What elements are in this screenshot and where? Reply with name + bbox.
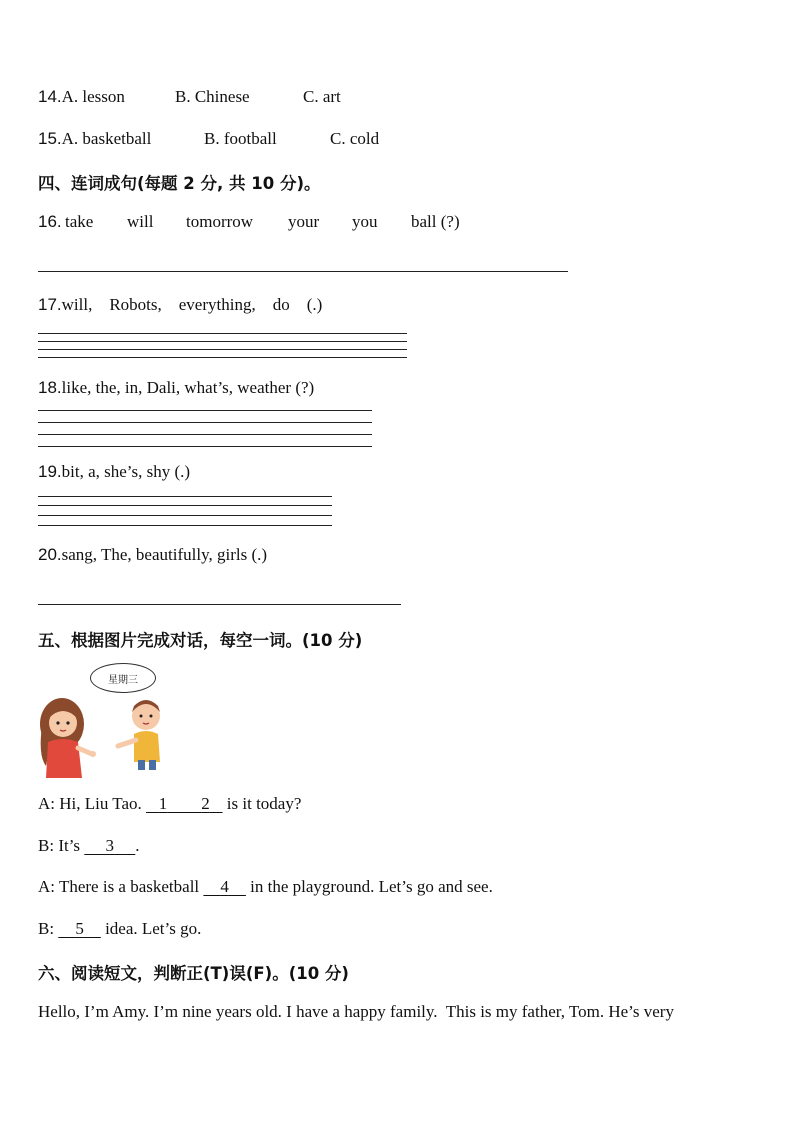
answer-line[interactable] <box>38 341 407 342</box>
blank-5[interactable]: 5 <box>75 919 84 938</box>
dialog-text: . <box>135 836 140 855</box>
question-text: like, the, in, Dali, what’s, weather (?) <box>61 378 315 397</box>
answer-line[interactable] <box>38 434 372 435</box>
answer-line[interactable] <box>38 496 332 497</box>
speaker: A: <box>38 877 59 896</box>
answer-line[interactable] <box>38 525 332 526</box>
answer-line[interactable] <box>38 357 407 358</box>
dialog-line-1 <box>38 794 301 814</box>
dialog-text: There is a basketball <box>58 877 204 896</box>
question-number: 15. <box>38 129 62 148</box>
reading-passage: Hello, I’m Amy. I’m nine years old. I have a happy family. This is my father, Tom. He’s very <box>38 1002 674 1021</box>
section-4-heading: 四、连词成句(每题 2 分, 共 10 分)。 <box>38 174 321 193</box>
question-number: 14. <box>38 87 62 106</box>
option-b: B. football <box>204 129 277 148</box>
answer-line[interactable] <box>38 410 372 411</box>
blank-4[interactable]: 4 <box>220 877 229 896</box>
word-6: ball (?) <box>411 212 460 231</box>
section-5-heading: 五、根据图片完成对话，每空一词。(10 分) <box>38 631 363 650</box>
dialog-text: It’s <box>58 836 85 855</box>
dialog-line-4 <box>38 919 201 939</box>
option-b: B. Chinese <box>175 87 250 106</box>
question-number: 17. <box>38 295 62 314</box>
question-number: 16. <box>38 212 62 231</box>
question-number: 20. <box>38 545 62 564</box>
boy-illustration <box>110 696 170 770</box>
blank-3[interactable]: 3 <box>105 836 115 855</box>
speaker: B: <box>38 836 59 855</box>
question-text: will, Robots, everything, do (.) <box>61 295 323 314</box>
question-number: 18. <box>38 378 62 397</box>
answer-line[interactable] <box>38 604 401 605</box>
question-text: sang, The, beautifully, girls (.) <box>61 545 268 564</box>
answer-line[interactable] <box>38 333 407 334</box>
question-19 <box>38 462 190 482</box>
question-text: bit, a, she’s, shy (.) <box>61 462 191 481</box>
dialog-text: Hi, Liu Tao. <box>59 794 147 813</box>
dialog-text: is it today? <box>222 794 302 813</box>
question-17 <box>38 295 322 315</box>
word-4: your <box>288 212 320 231</box>
option-a: A. basketball <box>61 129 152 148</box>
blank-1[interactable]: 1 2 <box>158 794 210 813</box>
question-14 <box>38 87 125 107</box>
answer-line[interactable] <box>38 515 332 516</box>
answer-line[interactable] <box>38 446 372 447</box>
dialog-text: idea. Let’s go. <box>100 919 202 938</box>
word-5: you <box>352 212 378 231</box>
answer-line[interactable] <box>38 349 407 350</box>
option-c: C. cold <box>330 129 380 148</box>
question-20 <box>38 545 267 565</box>
speech-bubble: 星期三 <box>90 663 156 693</box>
speaker: B: <box>38 919 59 938</box>
answer-line[interactable] <box>38 505 332 506</box>
word-1: take <box>65 212 94 231</box>
dialog-line-3 <box>38 877 493 897</box>
option-c: C. art <box>303 87 341 106</box>
question-15 <box>38 129 151 149</box>
section-6-heading: 六、阅读短文，判断正(T)误(F)。(10 分) <box>38 964 349 983</box>
word-2: will <box>127 212 154 231</box>
answer-line[interactable] <box>38 422 372 423</box>
girl-illustration <box>36 696 98 780</box>
question-number: 19. <box>38 462 62 481</box>
question-18 <box>38 378 314 398</box>
answer-line[interactable] <box>38 271 568 272</box>
option-a: A. lesson <box>61 87 125 106</box>
dialog-line-2 <box>38 836 140 856</box>
dialog-text: in the playground. Let’s go and see. <box>245 877 493 896</box>
word-3: tomorrow <box>186 212 254 231</box>
speaker: A: <box>38 794 60 813</box>
